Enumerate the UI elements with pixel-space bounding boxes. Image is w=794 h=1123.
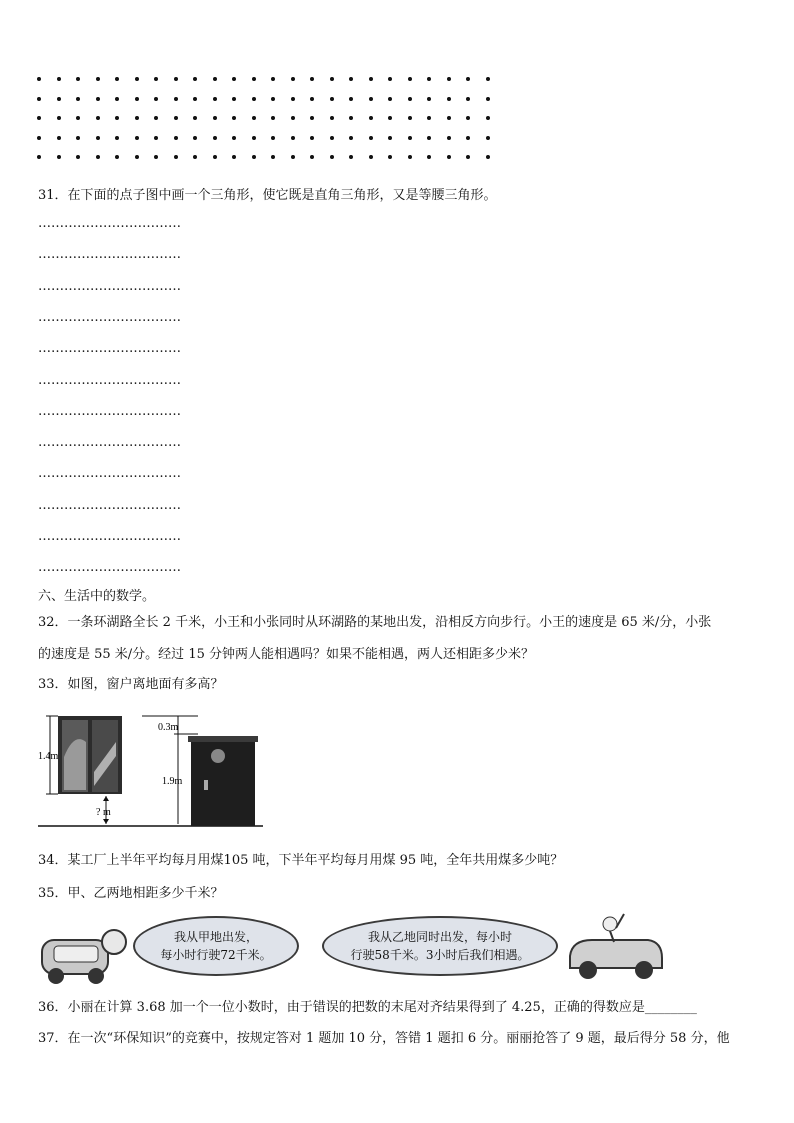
bubble-jia-line2: 每小时行驶72千米。 [160, 948, 272, 962]
grid-dot [37, 155, 41, 159]
grid-dot [154, 77, 158, 81]
speech-bubble-yi [322, 916, 558, 976]
grid-dot [408, 116, 412, 120]
grid-dot [349, 155, 353, 159]
grid-dot [135, 77, 139, 81]
grid-dot [193, 155, 197, 159]
grid-dot [57, 136, 61, 140]
answer-line: …………………………… [38, 341, 181, 357]
grid-dot [447, 97, 451, 101]
grid-dot [76, 116, 80, 120]
grid-dot [76, 136, 80, 140]
grid-dot [57, 77, 61, 81]
grid-dot [486, 97, 490, 101]
grid-dot [466, 116, 470, 120]
grid-dot [57, 97, 61, 101]
window-height-figure [38, 712, 268, 830]
grid-dot [369, 155, 373, 159]
grid-dot [213, 77, 217, 81]
grid-dot [408, 97, 412, 101]
grid-dot [271, 116, 275, 120]
grid-dot [486, 155, 490, 159]
grid-dot [291, 116, 295, 120]
question-37: 37．在一次“环保知识”的竞赛中，按规定答对 1 题加 10 分，答错 1 题扣 6 分。丽丽抢答了 9 题，最后得分 58 分，他 [38, 1031, 730, 1046]
grid-dot [76, 155, 80, 159]
dim-question: ? m [96, 807, 111, 818]
grid-dot [252, 155, 256, 159]
grid-dot [174, 155, 178, 159]
grid-dot [427, 116, 431, 120]
grid-dot [96, 97, 100, 101]
grid-dot [427, 136, 431, 140]
grid-dot [291, 155, 295, 159]
grid-dot [486, 136, 490, 140]
grid-dot [135, 136, 139, 140]
grid-dot [193, 136, 197, 140]
grid-dot [213, 155, 217, 159]
grid-dot [135, 97, 139, 101]
question-34: 34．某工厂上半年平均每月用煤105 吨，下半年平均每月用煤 95 吨，全年共用煤多少吨？ [38, 853, 564, 868]
grid-dot [427, 77, 431, 81]
grid-dot [447, 136, 451, 140]
grid-dot [252, 116, 256, 120]
dim-1-4m: 1.4m [38, 751, 59, 762]
dim-0-3m: 0.3m [158, 722, 179, 733]
grid-dot [115, 116, 119, 120]
question-36: 36．小丽在计算 3.68 加一个一位小数时，由于错误的把数的末尾对齐结果得到了 4.25，正确的得数应是________ [38, 1000, 697, 1015]
grid-dot [466, 77, 470, 81]
grid-dot [271, 77, 275, 81]
grid-dot [486, 116, 490, 120]
answer-line: …………………………… [38, 309, 181, 325]
grid-dot [174, 136, 178, 140]
grid-dot [310, 77, 314, 81]
grid-dot [213, 97, 217, 101]
answer-line: …………………………… [38, 466, 181, 482]
question-33: 33．如图，窗户离地面有多高？ [38, 677, 224, 692]
speech-bubble-jia [133, 916, 299, 976]
grid-dot [37, 136, 41, 140]
answer-line: …………………………… [38, 216, 181, 231]
grid-dot [115, 77, 119, 81]
grid-dot [252, 136, 256, 140]
grid-dot [388, 136, 392, 140]
answer-line: …………………………… [38, 529, 181, 544]
answer-line: …………………………… [38, 247, 181, 263]
car-left-icon [36, 918, 132, 990]
car-right-icon [562, 910, 672, 986]
grid-dot [115, 97, 119, 101]
grid-dot [349, 116, 353, 120]
grid-dot [76, 97, 80, 101]
grid-dot [174, 116, 178, 120]
grid-dot [466, 97, 470, 101]
grid-dot [37, 77, 41, 81]
grid-dot [388, 97, 392, 101]
grid-dot [447, 155, 451, 159]
grid-dot [135, 116, 139, 120]
bubble-yi-line1: 我从乙地同时出发，每小时 [367, 930, 512, 944]
grid-dot [115, 136, 119, 140]
grid-dot [447, 116, 451, 120]
grid-dot [330, 155, 334, 159]
question-31: 31．在下面的点子图中画一个三角形，使它既是直角三角形，又是等腰三角形。 [38, 188, 497, 203]
grid-dot [154, 155, 158, 159]
section-6-heading: 六、生活中的数学。 [38, 589, 156, 604]
bubble-jia-line1: 我从甲地出发， [173, 930, 258, 944]
grid-dot [115, 155, 119, 159]
grid-dot [213, 136, 217, 140]
grid-dot [57, 116, 61, 120]
grid-dot [466, 155, 470, 159]
dot-grid [33, 73, 503, 163]
grid-dot [135, 155, 139, 159]
grid-dot [96, 155, 100, 159]
answer-line: …………………………… [38, 278, 181, 294]
grid-dot [466, 136, 470, 140]
grid-dot [252, 77, 256, 81]
grid-dot [330, 116, 334, 120]
question-32-line1: 32．一条环湖路全长 2 千米，小王和小张同时从环湖路的某地出发，沿相反方向步行。小王的速度是 65 米/分，小张 [38, 615, 712, 630]
grid-dot [310, 136, 314, 140]
grid-dot [76, 77, 80, 81]
answer-line: …………………………… [38, 435, 181, 451]
grid-dot [291, 77, 295, 81]
grid-dot [369, 136, 373, 140]
answer-line: …………………………… [38, 560, 181, 576]
answer-line: …………………………… [38, 372, 181, 388]
grid-dot [486, 77, 490, 81]
grid-dot [154, 97, 158, 101]
grid-dot [408, 77, 412, 81]
grid-dot [154, 116, 158, 120]
grid-dot [408, 155, 412, 159]
grid-dot [388, 155, 392, 159]
grid-dot [232, 136, 236, 140]
grid-dot [154, 136, 158, 140]
grid-dot [310, 155, 314, 159]
grid-dot [369, 77, 373, 81]
grid-dot [193, 116, 197, 120]
answer-line: …………………………… [38, 403, 181, 419]
grid-dot [330, 77, 334, 81]
grid-dot [330, 136, 334, 140]
grid-dot [310, 116, 314, 120]
grid-dot [174, 77, 178, 81]
grid-dot [96, 136, 100, 140]
grid-dot [349, 136, 353, 140]
grid-dot [232, 77, 236, 81]
grid-dot [349, 97, 353, 101]
grid-dot [232, 155, 236, 159]
grid-dot [427, 155, 431, 159]
grid-dot [37, 116, 41, 120]
grid-dot [193, 77, 197, 81]
grid-dot [96, 77, 100, 81]
grid-dot [349, 77, 353, 81]
grid-dot [388, 77, 392, 81]
question-32-line2: 的速度是 55 米/分。经过 15 分钟两人能相遇吗？如果不能相遇，两人还相距多少米？ [38, 647, 534, 662]
grid-dot [369, 97, 373, 101]
grid-dot [232, 97, 236, 101]
grid-dot [310, 97, 314, 101]
grid-dot [330, 97, 334, 101]
question-35: 35．甲、乙两地相距多少千米？ [38, 886, 224, 901]
dim-1-9m: 1.9m [162, 776, 183, 787]
grid-dot [57, 155, 61, 159]
grid-dot [37, 97, 41, 101]
answer-line: …………………………… [38, 497, 181, 513]
bubble-yi-line2: 行驶58千米。3小时后我们相遇。 [350, 948, 530, 962]
grid-dot [369, 116, 373, 120]
grid-dot [271, 155, 275, 159]
grid-dot [291, 97, 295, 101]
grid-dot [427, 97, 431, 101]
grid-dot [96, 116, 100, 120]
grid-dot [447, 77, 451, 81]
grid-dot [213, 116, 217, 120]
grid-dot [271, 136, 275, 140]
grid-dot [174, 97, 178, 101]
grid-dot [193, 97, 197, 101]
grid-dot [388, 116, 392, 120]
grid-dot [291, 136, 295, 140]
grid-dot [252, 97, 256, 101]
grid-dot [271, 97, 275, 101]
grid-dot [408, 136, 412, 140]
grid-dot [232, 116, 236, 120]
